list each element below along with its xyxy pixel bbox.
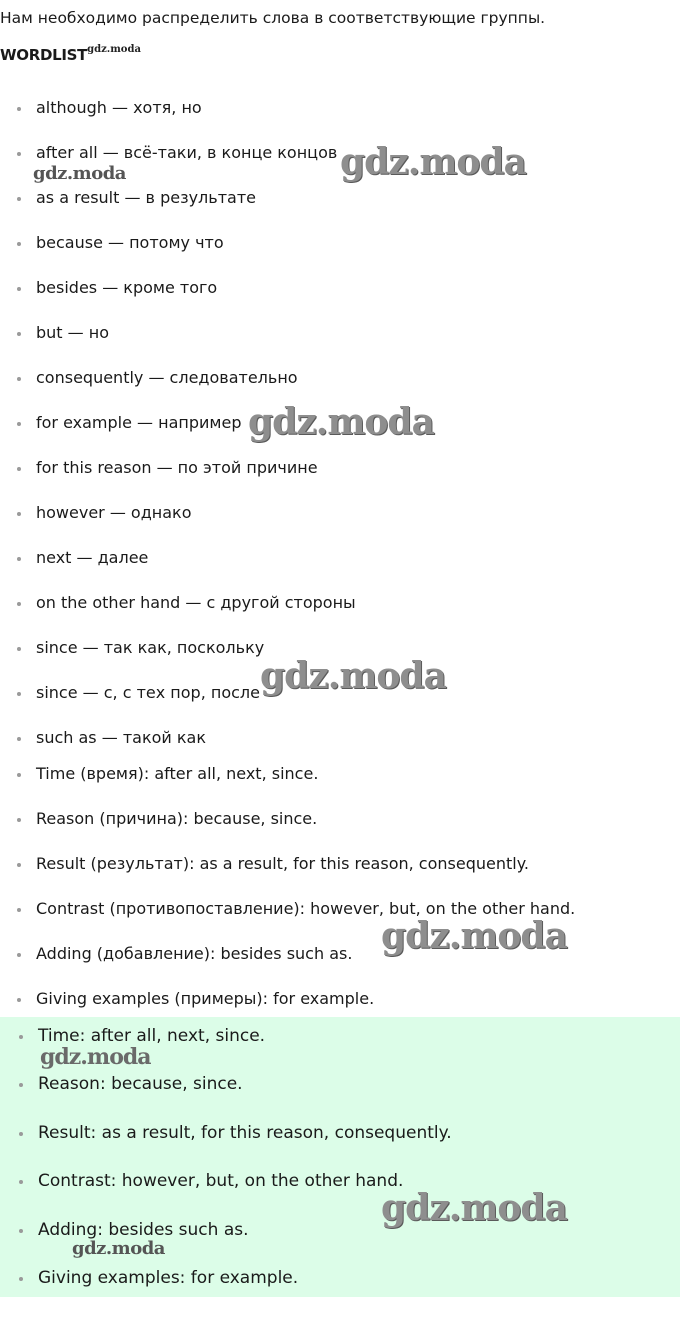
answer-item: Reason: because, since. [0, 1074, 452, 1122]
heading-watermark: gdz.moda [87, 44, 141, 55]
watermark: gdz.moda [381, 915, 567, 957]
wordlist [0, 98, 356, 764]
wordlist-item: however — однако [0, 503, 356, 548]
intro-text: Нам необходимо распределить слова в соответствующие группы. [0, 9, 546, 27]
group-list [0, 764, 575, 1034]
wordlist-item: after all — всё-таки, в конце концов [0, 143, 356, 188]
wordlist-item: such as — такой как [0, 728, 356, 764]
answer-list [0, 1026, 452, 1316]
group-item: Adding (добавление): besides such as. [0, 944, 575, 989]
wordlist-item: besides — кроме того [0, 278, 356, 323]
wordlist-item: since — с, с тех пор, после [0, 683, 356, 728]
watermark: gdz.moda [260, 655, 446, 697]
group-item: Contrast (противопоставление): however, but, on the other hand. [0, 899, 575, 944]
answer-item: Giving examples: for example. [0, 1268, 452, 1316]
answer-item: Adding: besides such as. [0, 1220, 452, 1268]
wordlist-title: WORDLIST [0, 46, 88, 64]
group-item: Giving examples (примеры): for example. [0, 989, 575, 1034]
wordlist-item: since — так как, поскольку [0, 638, 356, 683]
watermark: gdz.moda [248, 401, 434, 443]
group-item: Result (результат): as a result, for this reason, consequently. [0, 854, 575, 899]
wordlist-item: but — но [0, 323, 356, 368]
wordlist-item: on the other hand — с другой стороны [0, 593, 356, 638]
group-item: Time (время): after all, next, since. [0, 764, 575, 809]
watermark: gdz.moda [72, 1238, 165, 1259]
group-item: Reason (причина): because, since. [0, 809, 575, 854]
wordlist-item: although — хотя, но [0, 98, 356, 143]
watermark: gdz.moda [40, 1044, 151, 1070]
watermark: gdz.moda [381, 1187, 567, 1229]
answer-item: Contrast: however, but, on the other hand. [0, 1171, 452, 1219]
wordlist-item: consequently — следовательно [0, 368, 356, 413]
wordlist-item: as a result — в результате [0, 188, 356, 233]
watermark: gdz.moda [340, 141, 526, 183]
wordlist-item: because — потому что [0, 233, 356, 278]
wordlist-heading [0, 44, 141, 64]
wordlist-item: for this reason — по этой причине [0, 458, 356, 503]
answer-item: Result: as a result, for this reason, consequently. [0, 1123, 452, 1171]
answer-item: Time: after all, next, since. [0, 1026, 452, 1074]
wordlist-item: for example — например [0, 413, 356, 458]
watermark: gdz.moda [33, 163, 126, 184]
wordlist-item: next — далее [0, 548, 356, 593]
